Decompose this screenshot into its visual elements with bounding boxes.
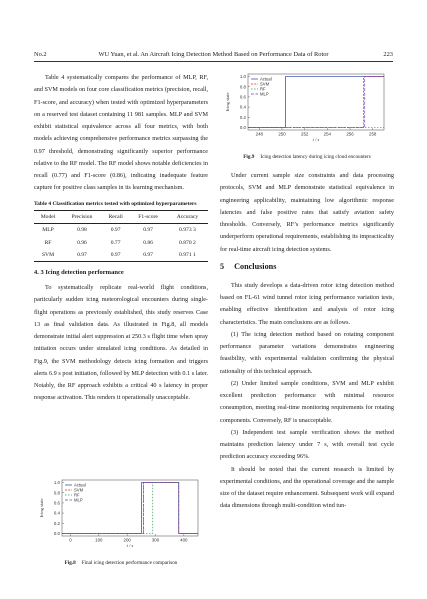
table-cell: 0.973 3 [179,227,196,234]
section-title: Conclusions [234,261,277,271]
header-title: WU Yuan, et al. An Aircraft Icing Detection Method Based on Performance Data of Rotor [98,51,329,58]
table-cell: 0.96 [77,239,87,246]
x-tick-label: 200 [123,537,131,543]
x-tick-label: 100 [95,537,103,543]
paragraph-conclusion-3: (3) Independent test sample verification shows the method maintains prediction latency under 7 s, with overall test cycle prediction accuracy exceeding 96%. [220,428,394,461]
table-header-cell: F1-score [138,214,158,221]
table-cell: 0.97 [143,251,153,258]
x-tick-label: 256 [346,131,354,137]
fig9-caption-label: Fig.9 [243,154,255,160]
legend-label: SVM [74,487,84,493]
x-tick-label: 254 [323,131,331,137]
left-column [34,72,208,405]
table-header-cell: Accuracy [176,214,199,221]
fig8-caption-label: Fig.8 [64,560,76,566]
table-cell: 0.870 2 [179,239,196,246]
x-tick-label: 248 [255,131,263,137]
table-row [34,224,208,237]
y-tick-label: 0.0 [239,125,246,131]
page-number: 223 [383,51,393,58]
legend-label: RF [74,492,80,498]
paragraph-conclusions-intro: This study develops a data-driven rotor icing detection method based on FL-61 wind tunnel rotor icing performance variation tests, enabling effective identification and analysis of rotor icing characteristics. The main conclusions are as follows. [220,281,394,326]
table-cell: 0.98 [77,227,87,234]
figure-8 [34,474,208,567]
table-cell: 0.97 [143,227,153,234]
y-tick-label: 1.0 [239,74,246,80]
y-tick-label: 0.4 [239,104,246,110]
paragraph-conclusion-2: (2) Under limited sample conditions, SVM and MLP exhibit excellent prediction performance with minimal resource consumption, meeting real-time monitoring requirements for rotating components. Conversely, RF is unacceptable. [220,379,394,424]
y-tick-label: 0.6 [239,94,246,100]
legend-label: MLP [260,91,269,97]
table-cell: 0.86 [143,239,153,246]
x-tick-label: 258 [369,131,377,137]
legend-label: MLP [74,497,83,503]
table-cell: MLP [42,227,54,234]
table-cell: SVM [41,251,55,258]
table-cell: 0.97 [77,251,87,258]
fig8-caption [34,559,208,567]
fig9-caption-text: Icing detection latency during icing cloud encounters [260,154,371,160]
y-tick-label: 0.0 [53,531,60,537]
x-tick-label: 300 [151,537,160,543]
y-tick-label: 0.4 [53,510,60,516]
running-header [34,49,393,62]
y-tick-label: 0.2 [53,520,60,526]
paragraph-table4-intro: Table 4 systematically compares the performance of MLP, RF, and SVM models on four core classification metrics (precision, recall, F1-score, and accuracy) when tested with optimized hyperparameters on a reserved test dataset containing 11 981 samples. MLP and SVM exhibit statistical equivalence across all four metrics, with both models achieving comprehensive performance metrics surpassing the 0.97 threshold, demonstrating significantly superior performance relative to the RF model. The RF model shows notable deficiencies in recall (0.77) and F1-score (0.86), indicating inadequate feature capture for positive class samples in its learning mechanism. [34,74,208,192]
table-cell: 0.971 1 [179,251,196,258]
table-row [34,237,208,249]
y-axis-label: Icing state [39,498,44,518]
table-header-cell: Model [40,214,56,221]
fig9-chart [220,68,394,148]
y-tick-label: 1.0 [53,480,60,486]
figure-9 [220,68,394,161]
legend-label: SVM [260,81,270,87]
table-header-cell: Recall [108,214,123,221]
y-axis-label: Icing state [225,92,230,112]
legend-label: Actual [74,482,86,488]
table-cell: 0.77 [110,239,121,246]
table-caption [34,200,208,209]
x-tick-label: 250 [278,131,286,137]
y-tick-label: 0.8 [53,490,60,496]
right-column [220,170,394,513]
legend-label: RF [260,86,266,92]
table-row [34,249,208,262]
table-caption-text: Table 4 Classification metrics tested with optimized hyperparameters [34,200,197,207]
section-heading-4-3: 4. 3 Icing detection performance [34,269,124,277]
fig8-caption-text: Final icing detection performance comparison [81,560,178,566]
paragraph-sample-constraints: Under current sample size constraints and data processing protocols, SVM and MLP demonstrate statistical equivalence in engineering applicability, maintaining low algorithmic response latencies and false positive rates that satisfy aviation safety thresholds. Conversely, RF’s performance metrics significantly underperform operational requirements, establishing its impracticality for real-time aircraft icing detection systems. [220,172,394,253]
paragraph-limitations: It should be noted that the current research is limited by experimental conditions, and the operational coverage and the sample size of the dataset require enhancement. Subsequent work will expand data dimensions through multi-condition wind tun- [220,465,394,510]
issue-number: No.2 [34,51,47,58]
paragraph-conclusion-1: (1) The icing detection method based on rotating component performance parameter variations demonstrates engineering feasibility, with experimental validation confirming the physical rationality of this technical approach. [220,330,394,375]
y-tick-label: 0.6 [53,500,60,506]
x-tick-label: 0 [69,537,72,543]
paragraph-icing-performance: To systematically replicate real-world flight conditions, particularly sudden icing meteorological encounters during single-flight operations as previously established, this study reserves Case 13 as final validation data. As illustrated in Fig.8, all models demonstrate initial alert suppression at 250.3 s flight time when spray initiation occurs under simulated icing conditions. As detailed in Fig.9, the SVM methodology detects icing formation and triggers alerts 6.9 s post initiation, followed by MLP detection with 0.1 s later. Notably, the RF approach exhibits a critical 40 s latency in proper response activation. This renders it operationally unacceptable. [34,284,208,402]
table-header-cell: Precision [71,214,93,221]
x-axis-label: t / s [126,543,134,548]
legend-label: Actual [260,76,272,82]
table-cell: 0.97 [110,251,121,258]
fig9-caption [220,153,394,161]
section-number: 5 [220,261,225,271]
y-tick-label: 0.2 [239,114,246,120]
x-tick-label: 400 [180,537,188,543]
table-cell: RF [44,239,52,246]
section-heading-5 [220,261,394,273]
y-tick-label: 0.8 [239,84,246,90]
x-tick-label: 252 [301,131,309,137]
metrics-table [34,210,208,262]
fig8-chart [34,474,208,554]
table-cell: 0.97 [110,227,121,234]
x-axis-label: t / s [312,137,320,142]
table-header-row [34,211,208,224]
